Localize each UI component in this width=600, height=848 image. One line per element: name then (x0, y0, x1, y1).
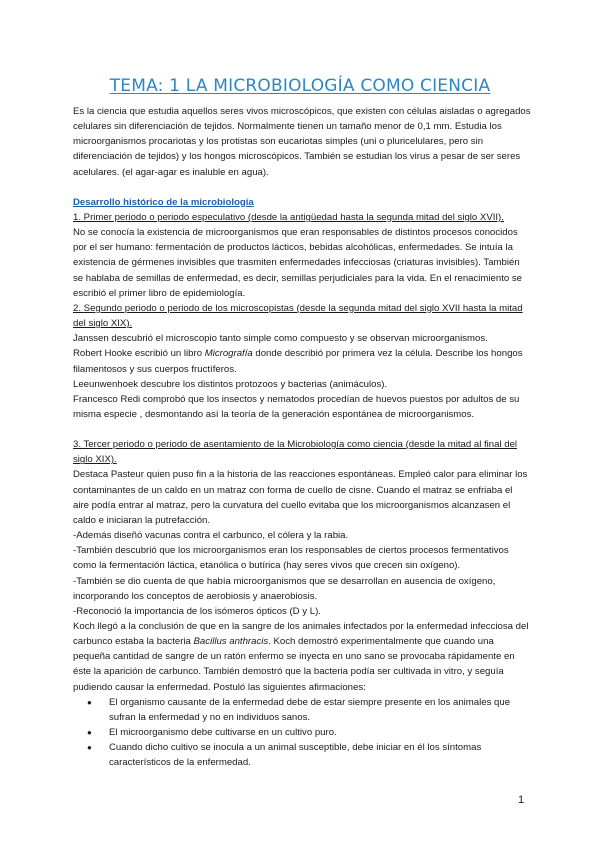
page-title: TEMA: 1 LA MICROBIOLOGÍA COMO CIENCIA (109, 76, 491, 96)
page-number: 1 (518, 794, 525, 806)
section-title: Desarrollo histórico de la microbiología (73, 196, 254, 208)
period-3-paragraph: Destaca Pasteur quien puso fin a la historia de las reacciones espontáneas. Empleó calor para eliminar los contaminantes de un caldo en un matraz con forma de cuello de cisne. Cuando el matraz se enfriaba el aire podía entrar al matraz, pero la curvatura del cuello evitaba que los microorganismos alcanzasen el caldo e iniciaran la putrefacción. (73, 469, 528, 526)
intro-paragraph: Es la ciencia que estudia aquellos seres vivos microscópicos, que existen con células aisladas o agregados celulares sin diferenciación de tejidos. Normalmente tienen un tamaño menor de 0,1 mm. Estudia los microorganismos procariotas y los protistas son eucariotas simples (uni o pluricelulares, pero sin diferenciación de tejidos) y los hongos microscópicos. También se estudian los virus a pesar de ser seres acelulares. (el agar-agar es inaluble en agua). (73, 106, 531, 178)
koch-postulates-list (73, 695, 531, 771)
emphasis-text: Micrografía (204, 348, 253, 360)
list-item: ● El microorganismo debe cultivarse en un cultivo puro. (109, 725, 531, 740)
list-item: ● Cuando dicho cultivo se inocula a un animal susceptible, debe iniciar en él los síntomas característicos de la enfermedad. (109, 740, 531, 770)
document-body (73, 104, 531, 771)
period-1-text: No se conocía la existencia de microorganismos que eran responsables de distintos procesos conocidos por el ser humano: fermentación de productos lácticos, bebidas alcohólicas, enfermedades. Se intuía la existencia de gérmenes invisibles que trasmiten enfermedades infecciosas (criaturas invisibles). También se hablaba de semillas de enfermedad, es decir, semillas perjudiciales para la vida. En el renacimiento se escribió el primer libro de epidemiología. (73, 227, 523, 299)
period-3-paragraph: -También se dio cuenta de que había microorganismos que se desarrollan en ausencia de oxígeno, incorporando los conceptos de aerobiosis y anaerobiosis. (73, 575, 496, 602)
period-2-paragraph: Leeunwenhoek descubre los distintos protozoos y bacterias (animáculos). (73, 378, 388, 390)
emphasis-text: Bacillus anthracis (193, 636, 269, 648)
period-2-heading: 2. Segundo periodo o periodo de los microscopistas (desde la segunda mitad del siglo XVII hasta la mitad del siglo XIX). (73, 302, 523, 330)
period-3-paragraph: -Además diseñó vacunas contra el carbunco, el cólera y la rabia. (73, 530, 349, 542)
period-3-paragraph: -También descubrió que los microorganismos eran los responsables de ciertos procesos fermentativos como la fermentación láctica, etanólica o butírica (hay seres vivos que crecen sin oxígeno). (73, 545, 509, 572)
period-1-heading: 1. Primer periodo o periodo especulativo (desde la antigüedad hasta la segunda mitad del siglo XVII). (73, 211, 504, 223)
list-item: ● El organismo causante de la enfermedad debe de estar siempre presente en los animales que sufran la enfermedad y no en individuos sanos. (109, 695, 531, 725)
period-3-paragraph: -Reconoció la importancia de los isómeros ópticos (D y L). (73, 605, 321, 617)
period-2-paragraph: Robert Hooke escribió un libro Micrografía donde describió por primera vez la célula. Describe los hongos filamentosos y sus cuerpos fructíferos. (73, 348, 523, 375)
period-3-heading: 3. Tercer periodo o periodo de asentamiento de la Microbiología como ciencia (desde la mitad al final del siglo XIX). (73, 439, 518, 466)
period-2-paragraph: Janssen descubrió el microscopio tanto simple como compuesto y se observan microorganismos. (73, 333, 488, 345)
period-3-paragraph: Koch llegó a la conclusión de que en la sangre de los animales infectados por la enfermedad infecciosa del carbunco estaba la bacteria Bacillus anthracis. Koch demostró experimentalmente que cuando una pequeña cantidad de sangre de un ratón enfermo se inyecta en uno sano se provocaba rápidamente en éste la aparición de carbunco. También demostró que la bacteria podía ser cultivada in vitro, y seguía pudiendo causar la enfermedad. Postuló las siguientes afirmaciones: (73, 621, 529, 693)
period-2-paragraph: Francesco Redi comprobó que los insectos y nematodos procedían de huevos puestos por adultos de su misma especie , desmontando así la teoría de la generación espontánea de microorganismos. (73, 393, 520, 420)
